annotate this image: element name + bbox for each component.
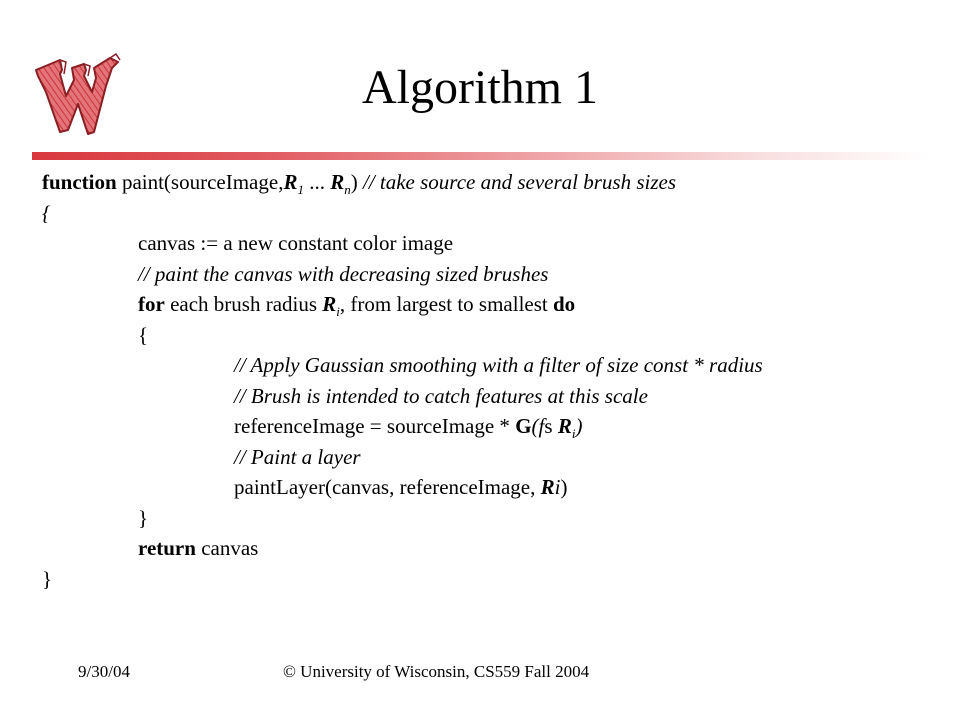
code-text: s	[544, 414, 558, 438]
code-line: canvas := a new constant color image	[138, 231, 454, 255]
code-text: f	[538, 414, 545, 438]
variable: R	[283, 170, 298, 194]
variable: R	[322, 292, 337, 316]
keyword: do	[553, 292, 576, 316]
code-text: referenceImage = sourceImage *	[234, 414, 516, 438]
code-line	[42, 411, 763, 442]
footer-date: 9/30/04	[78, 662, 130, 681]
code-line: }	[138, 505, 149, 530]
keyword: function	[42, 170, 117, 194]
code-comment: // Brush is intended to catch features at this scale	[234, 383, 648, 408]
code-line	[42, 533, 763, 564]
keyword: return	[138, 536, 196, 560]
code-line	[42, 289, 763, 320]
code-text: , from largest to smallest	[339, 292, 553, 316]
code-text: i	[554, 475, 561, 499]
code-text: paint(sourceImage,	[116, 170, 284, 194]
code-line: {	[42, 200, 51, 225]
subscript: 1	[297, 182, 304, 198]
code-line	[42, 472, 763, 503]
code-line: }	[42, 566, 53, 591]
variable: R	[330, 170, 345, 194]
code-line: {	[138, 322, 149, 347]
slide-title: Algorithm 1	[362, 61, 598, 114]
code-text: ...	[303, 170, 331, 194]
code-text: paintLayer(canvas, referenceImage,	[234, 475, 541, 499]
footer-copyright: © University of Wisconsin, CS559 Fall 2004	[283, 662, 590, 681]
subscript: i	[571, 426, 576, 442]
code-text: each brush radius	[164, 292, 323, 316]
code-text: canvas	[195, 536, 259, 560]
code-text: )	[575, 414, 583, 438]
algorithm-code-block	[42, 167, 763, 594]
code-line	[42, 167, 763, 198]
code-text: )	[560, 475, 568, 499]
code-text: )	[350, 170, 363, 194]
subscript: n	[344, 182, 351, 198]
subscript: i	[336, 304, 340, 320]
keyword: for	[138, 292, 165, 316]
title-divider	[32, 152, 930, 160]
code-comment: // paint the canvas with decreasing sized brushes	[138, 261, 549, 286]
code-comment: // take source and several brush sizes	[362, 170, 676, 194]
code-comment: // Paint a layer	[234, 444, 361, 469]
code-text: (	[531, 414, 539, 438]
variable: R	[557, 414, 572, 438]
variable: R	[540, 475, 555, 499]
code-comment: // Apply Gaussian smoothing with a filter of size const * radius	[234, 353, 763, 377]
function-g: G	[515, 414, 532, 438]
